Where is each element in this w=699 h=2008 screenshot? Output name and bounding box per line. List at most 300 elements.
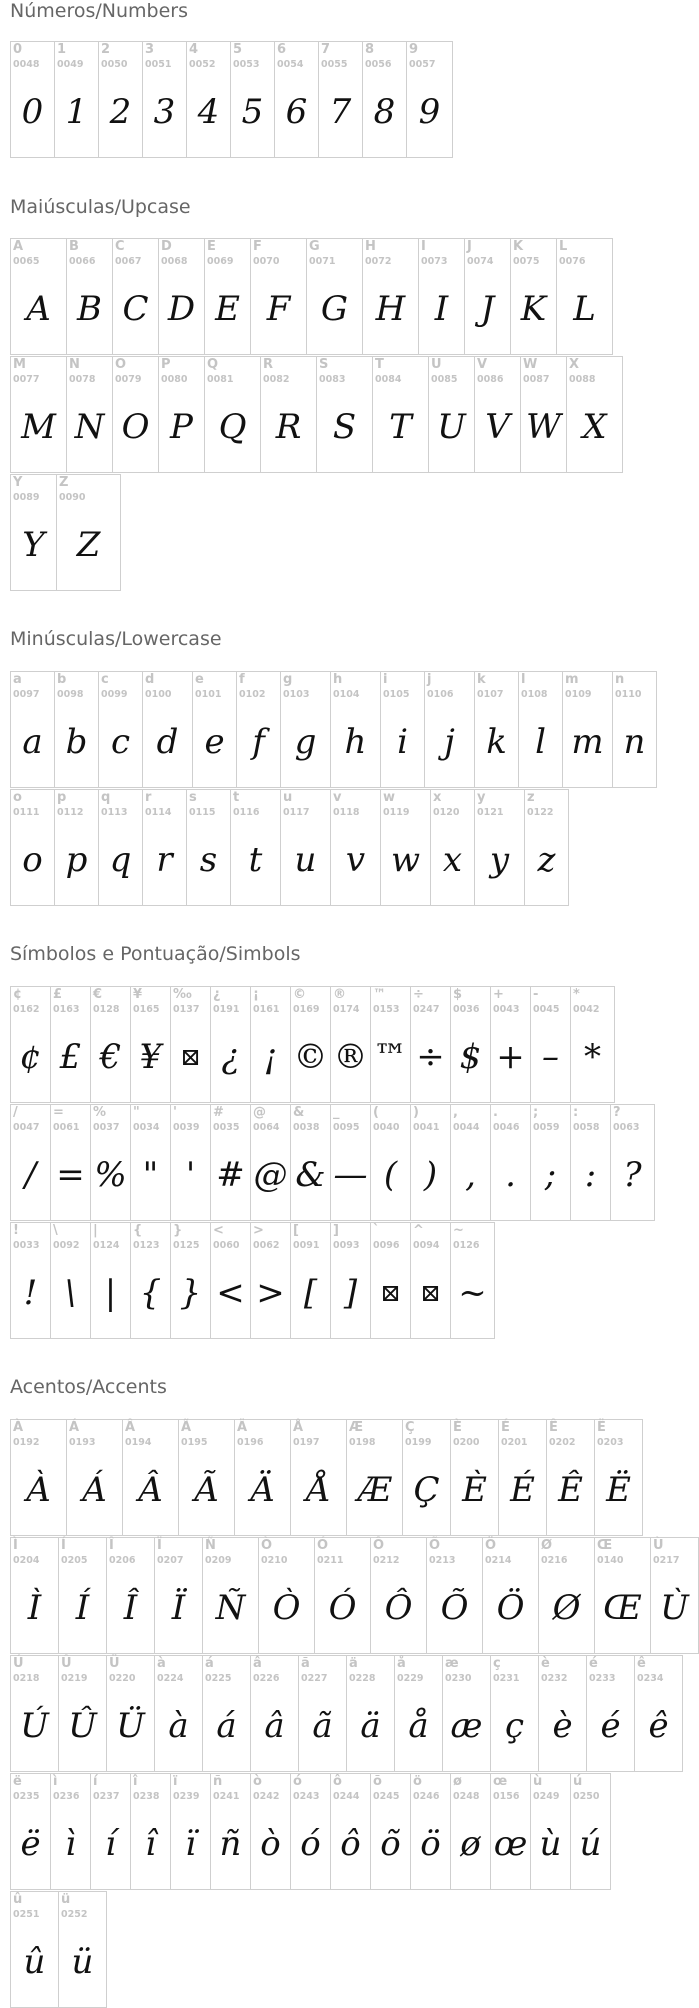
glyph-sample: 8 — [373, 92, 396, 132]
glyph-cell — [90, 986, 131, 1103]
glyph-character-label: ì — [53, 1774, 58, 1789]
glyph-cell — [380, 671, 425, 788]
glyph-character-label: p — [57, 790, 67, 805]
glyph-code: 0193 — [69, 1437, 96, 1448]
glyph-code: 0248 — [453, 1791, 480, 1802]
glyph-code: 0082 — [263, 374, 290, 385]
glyph-code: 0105 — [383, 689, 410, 700]
glyph-sample: à — [168, 1706, 189, 1746]
glyph-cell — [274, 41, 319, 158]
glyph-sample: L — [573, 289, 596, 329]
glyph-sample: f — [252, 722, 265, 762]
glyph-cell — [290, 1419, 347, 1536]
glyph-cell — [610, 1104, 655, 1221]
glyph-character-label: R — [263, 357, 274, 372]
glyph-cell — [250, 986, 291, 1103]
glyph-sample: * — [584, 1037, 601, 1077]
glyph-row — [10, 474, 120, 591]
glyph-sample: D — [167, 289, 196, 329]
glyph-character-label: ø — [453, 1774, 462, 1789]
glyph-character-label: ñ — [213, 1774, 223, 1789]
glyph-cell — [98, 789, 143, 906]
glyph-code: 0046 — [493, 1122, 520, 1133]
glyph-sample: ¢ — [19, 1037, 42, 1077]
glyph-code: 0163 — [53, 1004, 80, 1015]
glyph-cell — [450, 986, 491, 1103]
glyph-code: 0073 — [421, 256, 448, 267]
glyph-character-label: Ë — [597, 1420, 606, 1435]
glyph-sample: 1 — [65, 92, 88, 132]
glyph-character-label: é — [589, 1656, 598, 1671]
glyph-cell — [106, 1655, 155, 1772]
glyph-sample: % — [94, 1155, 127, 1195]
glyph-cell — [314, 1537, 371, 1654]
glyph-cell — [330, 986, 371, 1103]
glyph-character-label: H — [365, 239, 376, 254]
missing-glyph-icon: ⊠ — [380, 1279, 401, 1307]
glyph-cell — [112, 238, 159, 355]
glyph-sample: É — [510, 1470, 535, 1510]
glyph-character-label: d — [145, 672, 155, 687]
glyph-character-label: X — [569, 357, 580, 372]
glyph-character-label: 3 — [145, 42, 155, 57]
glyph-character-label: E — [207, 239, 216, 254]
glyph-character-label: ¡ — [253, 987, 259, 1002]
glyph-code: 0062 — [253, 1240, 280, 1251]
glyph-sample: Ï — [171, 1588, 186, 1628]
glyph-character-label: õ — [373, 1774, 382, 1789]
glyph-cell — [98, 41, 143, 158]
glyph-character-label: F — [253, 239, 262, 254]
glyph-character-label: Ä — [237, 1420, 248, 1435]
glyph-cell — [250, 1773, 291, 1890]
glyph-character-label: Ü — [109, 1656, 120, 1671]
glyph-sample: € — [99, 1037, 122, 1077]
glyph-character-label: A — [13, 239, 24, 254]
glyph-cell — [280, 789, 331, 906]
glyph-sample: M — [21, 407, 56, 447]
glyph-character-label: ) — [413, 1105, 419, 1120]
glyph-cell — [204, 356, 261, 473]
glyph-cell — [490, 1655, 539, 1772]
glyph-character-label: 7 — [321, 42, 331, 57]
glyph-cell — [66, 238, 113, 355]
glyph-code: 0241 — [213, 1791, 240, 1802]
glyph-sample: ü — [71, 1942, 94, 1982]
glyph-row — [10, 671, 656, 788]
glyph-code: 0232 — [541, 1673, 568, 1684]
glyph-character-label: œ — [493, 1774, 508, 1789]
glyph-character-label: K — [513, 239, 524, 254]
glyph-sample: F — [266, 289, 291, 329]
glyph-code: 0092 — [53, 1240, 80, 1251]
glyph-character-label: y — [477, 790, 486, 805]
glyph-code: 0041 — [413, 1122, 440, 1133]
glyph-sample: ¡ — [263, 1037, 278, 1077]
missing-glyph-icon: ⊠ — [420, 1279, 441, 1307]
glyph-cell — [498, 1419, 547, 1536]
glyph-sample: Q — [218, 407, 247, 447]
glyph-character-label: Õ — [429, 1538, 441, 1553]
glyph-cell — [130, 986, 171, 1103]
glyph-row — [10, 1655, 682, 1772]
glyph-character-label: Á — [69, 1420, 80, 1435]
glyph-code: 0203 — [597, 1437, 624, 1448]
glyph-sample: å — [408, 1706, 429, 1746]
glyph-sample: ò — [260, 1824, 281, 1864]
glyph-sample: Á — [82, 1470, 107, 1510]
glyph-code: 0085 — [431, 374, 458, 385]
glyph-character-label: Ç — [405, 1420, 415, 1435]
glyph-character-label: ú — [573, 1774, 583, 1789]
glyph-sample: ä — [360, 1706, 381, 1746]
glyph-sample: á — [216, 1706, 237, 1746]
glyph-character-label: s — [189, 790, 197, 805]
glyph-code: 0234 — [637, 1673, 664, 1684]
glyph-sample: C — [122, 289, 149, 329]
glyph-character-label: û — [13, 1892, 23, 1907]
glyph-cell — [570, 1773, 611, 1890]
glyph-code: 0051 — [145, 59, 172, 70]
glyph-code: 0114 — [145, 807, 172, 818]
glyph-character-label: 9 — [409, 42, 419, 57]
glyph-character-label: * — [573, 987, 580, 1002]
glyph-code: 0084 — [375, 374, 402, 385]
glyph-character-label: $ — [453, 987, 463, 1002]
glyph-character-label: 4 — [189, 42, 199, 57]
glyph-cell — [10, 789, 55, 906]
glyph-code: 0095 — [333, 1122, 360, 1133]
glyph-cell — [230, 41, 275, 158]
glyph-sample: Í — [75, 1588, 90, 1628]
glyph-character-label: u — [283, 790, 293, 805]
glyph-cell — [10, 671, 55, 788]
glyph-cell — [10, 986, 51, 1103]
glyph-sample: Ú — [20, 1706, 49, 1746]
glyph-sample: Ü — [116, 1706, 145, 1746]
glyph-sample: ù — [539, 1824, 562, 1864]
glyph-code: 0099 — [101, 689, 128, 700]
glyph-code: 0239 — [173, 1791, 200, 1802]
glyph-row — [10, 1537, 698, 1654]
glyph-sample: T — [389, 407, 412, 447]
glyph-code: 0048 — [13, 59, 40, 70]
section-title: Símbolos e Pontuação/Simbols — [10, 943, 301, 965]
glyph-character-label: N — [69, 357, 80, 372]
glyph-code: 0218 — [13, 1673, 40, 1684]
glyph-sample: ( — [383, 1155, 398, 1195]
glyph-code: 0050 — [101, 59, 128, 70]
glyph-sample: ¿ — [221, 1037, 240, 1077]
glyph-sample: R — [275, 407, 302, 447]
glyph-code: 0061 — [53, 1122, 80, 1133]
glyph-code: 0068 — [161, 256, 188, 267]
glyph-code: 0069 — [207, 256, 234, 267]
glyph-sample: Ã — [194, 1470, 219, 1510]
glyph-character-label: Ò — [261, 1538, 273, 1553]
glyph-code: 0102 — [239, 689, 266, 700]
glyph-cell — [474, 789, 525, 906]
glyph-sample: n — [623, 722, 646, 762]
glyph-character-label: É — [501, 1420, 510, 1435]
glyph-sample: h — [344, 722, 367, 762]
glyph-cell — [210, 1222, 251, 1339]
glyph-cell — [290, 1104, 331, 1221]
glyph-character-label: ü — [61, 1892, 71, 1907]
glyph-code: 0244 — [333, 1791, 360, 1802]
glyph-character-label: W — [523, 357, 538, 372]
glyph-character-label: Î — [109, 1538, 114, 1553]
glyph-cell — [202, 1537, 259, 1654]
glyph-character-label: , — [453, 1105, 458, 1120]
glyph-code: 0074 — [467, 256, 494, 267]
glyph-cell — [370, 1222, 411, 1339]
glyph-character-label: @ — [253, 1105, 266, 1120]
glyph-cell — [10, 1419, 67, 1536]
glyph-cell — [10, 41, 55, 158]
glyph-code: 0075 — [513, 256, 540, 267]
glyph-cell — [530, 1773, 571, 1890]
glyph-character-label: < — [213, 1223, 224, 1238]
glyph-sample: y — [489, 840, 510, 880]
glyph-character-label: £ — [53, 987, 63, 1002]
glyph-cell — [90, 1104, 131, 1221]
glyph-character-label: h — [333, 672, 343, 687]
glyph-code: 0056 — [365, 59, 392, 70]
glyph-sample: é — [600, 1706, 621, 1746]
section-title: Minúsculas/Lowercase — [10, 628, 222, 650]
glyph-sample: ~ — [458, 1273, 487, 1313]
glyph-cell — [170, 1104, 211, 1221]
glyph-cell — [410, 986, 451, 1103]
glyph-sample: Õ — [440, 1588, 469, 1628]
glyph-sample: Ì — [27, 1588, 42, 1628]
glyph-sample: è — [552, 1706, 573, 1746]
glyph-sample: & — [295, 1155, 326, 1195]
glyph-sample: Ö — [496, 1588, 525, 1628]
glyph-character-label: ] — [333, 1223, 339, 1238]
glyph-character-label: 8 — [365, 42, 375, 57]
glyph-cell — [306, 238, 363, 355]
glyph-character-label: e — [195, 672, 204, 687]
glyph-code: 0202 — [549, 1437, 576, 1448]
glyph-code: 0104 — [333, 689, 360, 700]
glyph-cell — [178, 1419, 235, 1536]
glyph-sample: Œ — [603, 1588, 642, 1628]
glyph-code: 0117 — [283, 807, 310, 818]
glyph-code: 0246 — [413, 1791, 440, 1802]
glyph-sample: 9 — [418, 92, 441, 132]
glyph-sample: 3 — [153, 92, 176, 132]
glyph-code: 0091 — [293, 1240, 320, 1251]
glyph-row — [10, 1222, 494, 1339]
glyph-cell — [524, 789, 569, 906]
glyph-sample: S — [332, 407, 357, 447]
glyph-character-label: P — [161, 357, 171, 372]
glyph-character-label: ~ — [453, 1223, 464, 1238]
glyph-sample: ø — [460, 1824, 481, 1864]
glyph-cell — [450, 1773, 491, 1890]
glyph-code: 0250 — [573, 1791, 600, 1802]
glyph-character-label: ù — [533, 1774, 543, 1789]
glyph-character-label: ç — [493, 1656, 501, 1671]
glyph-row — [10, 986, 614, 1103]
glyph-cell — [418, 238, 465, 355]
glyph-code: 0219 — [61, 1673, 88, 1684]
glyph-character-label: È — [453, 1420, 462, 1435]
glyph-sample: ] — [343, 1273, 358, 1313]
glyph-sample: " — [142, 1155, 159, 1195]
glyph-code: 0077 — [13, 374, 40, 385]
glyph-code: 0058 — [573, 1122, 600, 1133]
glyph-cell — [10, 1222, 51, 1339]
glyph-character-label: Ó — [317, 1538, 329, 1553]
glyph-cell — [210, 1104, 251, 1221]
glyph-character-label: æ — [445, 1656, 459, 1671]
glyph-character-label: 2 — [101, 42, 111, 57]
glyph-cell — [280, 671, 331, 788]
glyph-cell — [316, 356, 373, 473]
glyph-cell — [158, 356, 205, 473]
glyph-sample: 6 — [285, 92, 308, 132]
glyph-character-label: q — [101, 790, 111, 805]
glyph-cell — [142, 41, 187, 158]
glyph-cell — [58, 1891, 107, 2008]
glyph-code: 0034 — [133, 1122, 160, 1133]
glyph-sample: œ — [493, 1824, 528, 1864]
glyph-code: 0212 — [373, 1555, 400, 1566]
glyph-character-label: à — [157, 1656, 166, 1671]
glyph-character-label: ? — [613, 1105, 621, 1120]
glyph-character-label: G — [309, 239, 320, 254]
glyph-code: 0192 — [13, 1437, 40, 1448]
glyph-code: 0083 — [319, 374, 346, 385]
glyph-code: 0227 — [301, 1673, 328, 1684]
glyph-cell — [650, 1537, 699, 1654]
glyph-character-label: / — [13, 1105, 18, 1120]
glyph-cell — [186, 789, 231, 906]
glyph-character-label: = — [53, 1105, 64, 1120]
glyph-cell — [192, 671, 237, 788]
glyph-cell — [634, 1655, 683, 1772]
glyph-code: 0251 — [13, 1909, 40, 1920]
glyph-sample: , — [465, 1155, 476, 1195]
glyph-cell — [90, 1773, 131, 1890]
glyph-sample: P — [170, 407, 193, 447]
glyph-sample: © — [293, 1037, 328, 1077]
glyph-code: 0194 — [125, 1437, 152, 1448]
glyph-cell — [130, 1222, 171, 1339]
glyph-sample: E — [215, 289, 240, 329]
glyph-character-label: 6 — [277, 42, 287, 57]
glyph-character-label: + — [493, 987, 504, 1002]
glyph-character-label: - — [533, 987, 539, 1002]
glyph-cell — [330, 671, 381, 788]
glyph-cell — [428, 356, 475, 473]
glyph-code: 0165 — [133, 1004, 160, 1015]
glyph-character-label: t — [233, 790, 240, 805]
glyph-code: 0123 — [133, 1240, 160, 1251]
glyph-cell — [58, 1655, 107, 1772]
glyph-character-label: k — [477, 672, 486, 687]
glyph-character-label: ' — [173, 1105, 177, 1120]
glyph-character-label: r — [145, 790, 152, 805]
glyph-code: 0225 — [205, 1673, 232, 1684]
glyph-character-label: Ô — [373, 1538, 385, 1553]
glyph-code: 0107 — [477, 689, 504, 700]
glyph-code: 0066 — [69, 256, 96, 267]
glyph-code: 0211 — [317, 1555, 344, 1566]
glyph-sample: Ç — [413, 1470, 440, 1510]
glyph-code: 0078 — [69, 374, 96, 385]
missing-glyph-icon: ⊠ — [180, 1043, 201, 1071]
glyph-row — [10, 1773, 610, 1890]
glyph-character-label: ï — [173, 1774, 178, 1789]
glyph-character-label: ! — [13, 1223, 19, 1238]
glyph-character-label: o — [13, 790, 22, 805]
glyph-character-label: I — [421, 239, 426, 254]
glyph-code: 0124 — [93, 1240, 120, 1251]
glyph-code: 0209 — [205, 1555, 232, 1566]
glyph-character-label: å — [397, 1656, 406, 1671]
glyph-code: 0087 — [523, 374, 550, 385]
glyph-sample: Ô — [384, 1588, 413, 1628]
glyph-sample: k — [486, 722, 507, 762]
glyph-cell — [50, 1773, 91, 1890]
glyph-character-label: ã — [301, 1656, 310, 1671]
glyph-cell — [90, 1222, 131, 1339]
glyph-character-label: Û — [61, 1656, 72, 1671]
glyph-character-label: x — [433, 790, 442, 805]
glyph-cell — [260, 356, 317, 473]
glyph-code: 0088 — [569, 374, 596, 385]
glyph-sample: < — [216, 1273, 245, 1313]
glyph-cell — [250, 1104, 291, 1221]
glyph-cell — [530, 1104, 571, 1221]
glyph-sample: ô — [340, 1824, 361, 1864]
glyph-sample: ê — [648, 1706, 669, 1746]
glyph-code: 0128 — [93, 1004, 120, 1015]
glyph-sample: – — [542, 1037, 559, 1077]
glyph-cell — [406, 41, 453, 158]
glyph-sample: $ — [459, 1037, 482, 1077]
glyph-cell — [370, 1104, 411, 1221]
glyph-code: 0053 — [233, 59, 260, 70]
glyph-cell — [10, 1104, 51, 1221]
glyph-code: 0243 — [293, 1791, 320, 1802]
glyph-cell — [410, 1104, 451, 1221]
glyph-code: 0049 — [57, 59, 84, 70]
glyph-cell — [530, 986, 571, 1103]
glyph-character-label: Œ — [597, 1538, 613, 1553]
glyph-cell — [58, 1537, 107, 1654]
glyph-cell — [424, 671, 475, 788]
glyph-sample: = — [56, 1155, 85, 1195]
glyph-code: 0118 — [333, 807, 360, 818]
glyph-character-label: V — [477, 357, 488, 372]
glyph-cell — [290, 1222, 331, 1339]
glyph-sample: Y — [22, 525, 45, 565]
glyph-character-label: © — [293, 987, 306, 1002]
glyph-character-label: n — [615, 672, 625, 687]
glyph-code: 0242 — [253, 1791, 280, 1802]
glyph-code: 0224 — [157, 1673, 184, 1684]
glyph-sample: Î — [123, 1588, 138, 1628]
glyph-cell — [10, 356, 67, 473]
glyph-cell — [520, 356, 567, 473]
glyph-cell — [490, 1104, 531, 1221]
glyph-cell — [10, 1891, 59, 2008]
